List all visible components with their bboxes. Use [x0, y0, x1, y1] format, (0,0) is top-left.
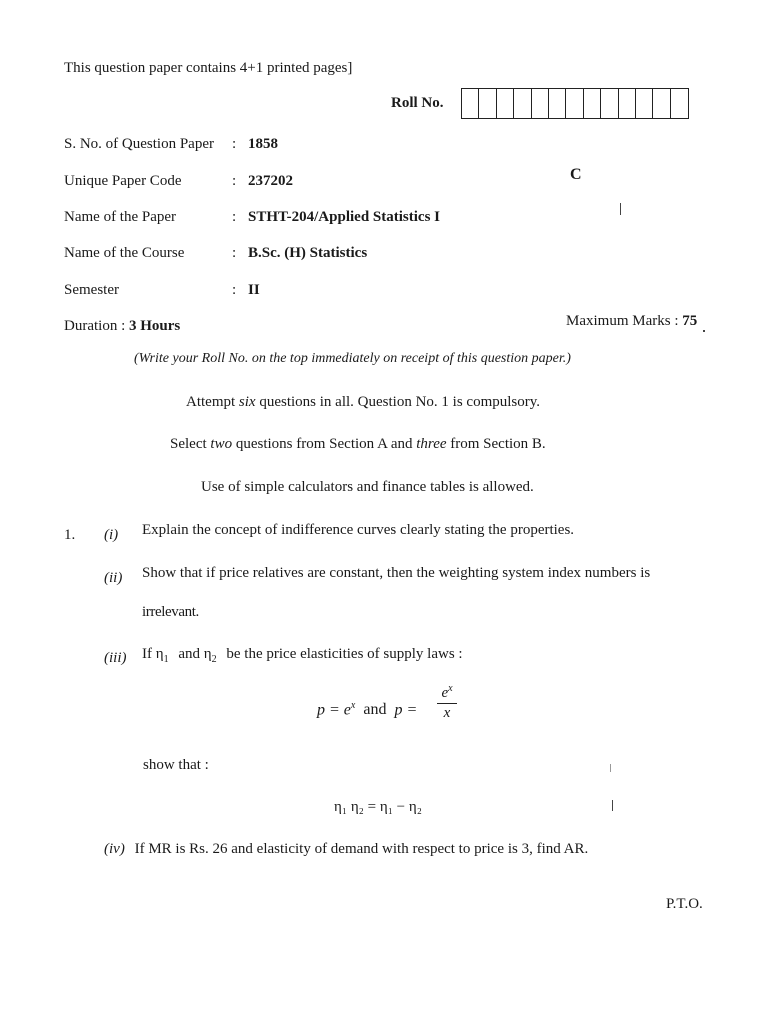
- part-text-fragment: be the price elasticities of supply laws :: [226, 646, 463, 662]
- fraction-numerator-exponent: x: [448, 683, 453, 694]
- formula-exponent: x: [350, 700, 356, 711]
- roll-no-label: Roll No.: [391, 95, 444, 111]
- info-sep: :: [232, 136, 237, 152]
- formula-fraction: [437, 683, 457, 722]
- scan-mark: [610, 764, 611, 772]
- part-label: (ii): [104, 570, 123, 586]
- part-label: (i): [104, 527, 119, 543]
- calculator-instruction: Use of simple calculators and finance tables is allowed.: [201, 479, 534, 495]
- identity: η₁ η₂ = η₁ − η₂: [334, 799, 422, 815]
- info-label-paper-code: Unique Paper Code: [64, 173, 182, 189]
- roll-number-box: [601, 89, 618, 118]
- roll-number-box: [514, 89, 531, 118]
- roll-number-box: [532, 89, 549, 118]
- roll-number-box: [636, 89, 653, 118]
- scan-mark: [612, 800, 613, 811]
- select-text: from Section B.: [450, 436, 546, 452]
- part-text: Explain the concept of indifference curves clearly stating the properties.: [142, 522, 575, 538]
- roll-instruction: (Write your Roll No. on the top immediately on receipt of this question paper.): [134, 351, 571, 366]
- roll-number-box: [653, 89, 670, 118]
- question-number: 1.: [64, 527, 76, 543]
- roll-number-box: [619, 89, 636, 118]
- formula-term: p = e: [317, 701, 351, 719]
- pages-note: This question paper contains 4+1 printed pages]: [64, 60, 353, 76]
- attempt-text: Attempt: [186, 394, 236, 410]
- scan-mark: [703, 330, 705, 332]
- info-sep: :: [232, 209, 237, 225]
- scan-mark: [620, 203, 621, 215]
- info-label-serial: S. No. of Question Paper: [64, 136, 214, 152]
- info-label-paper-name: Name of the Paper: [64, 209, 177, 225]
- duration: [64, 318, 180, 335]
- show-that: show that :: [143, 757, 209, 773]
- roll-number-box: [566, 89, 583, 118]
- part-text-continued: irrelevant.: [142, 604, 199, 620]
- roll-number-box: [549, 89, 566, 118]
- roll-number-box: [671, 89, 688, 118]
- info-value-paper-name: STHT-204/Applied Statistics I: [248, 209, 440, 225]
- select-instruction: [170, 436, 546, 453]
- select-text: Select: [170, 436, 207, 452]
- max-marks: [566, 313, 697, 330]
- roll-number-box: [462, 89, 479, 118]
- info-sep: :: [232, 173, 237, 189]
- info-value-paper-code: 237202: [248, 173, 293, 189]
- formula-term: p =: [394, 701, 418, 719]
- max-marks-value: 75: [682, 313, 698, 329]
- eta-symbol: η: [155, 646, 164, 662]
- select-text: questions from Section A and: [235, 436, 413, 452]
- select-emphasis: two: [210, 436, 233, 452]
- duration-value: 3 Hours: [129, 318, 181, 334]
- attempt-instruction: [186, 394, 540, 411]
- part-label: (iii): [104, 650, 127, 666]
- pto: P.T.O.: [666, 896, 703, 912]
- info-value-course: B.Sc. (H) Statistics: [248, 245, 368, 261]
- subscript: 1: [163, 654, 169, 665]
- part-label: (iv): [104, 841, 125, 857]
- roll-number-boxes: [461, 88, 689, 119]
- duration-label: Duration :: [64, 318, 126, 334]
- info-label-semester: Semester: [64, 282, 119, 298]
- part-text-fragment: If: [142, 646, 152, 662]
- attempt-text: questions in all. Question No. 1 is compulsory.: [259, 394, 541, 410]
- formula: [317, 700, 417, 719]
- fraction-denominator: x: [443, 705, 451, 721]
- eta-symbol: η: [203, 646, 212, 662]
- max-marks-label: Maximum Marks :: [566, 313, 679, 329]
- info-sep: :: [232, 245, 237, 261]
- part-item: [104, 841, 588, 858]
- roll-number-box: [497, 89, 514, 118]
- roll-number-box: [479, 89, 496, 118]
- subscript: 2: [211, 654, 217, 665]
- select-emphasis: three: [416, 436, 447, 452]
- formula-and: and: [363, 701, 387, 719]
- part-text: Show that if price relatives are constant, then the weighting system index numbers is: [142, 565, 651, 581]
- part-text: [142, 646, 463, 665]
- fraction-numerator: e: [441, 685, 449, 701]
- info-label-course: Name of the Course: [64, 245, 185, 261]
- attempt-emphasis: six: [238, 394, 256, 410]
- info-value-serial: 1858: [248, 136, 278, 152]
- info-sep: :: [232, 282, 237, 298]
- info-value-semester: II: [248, 282, 260, 298]
- part-text-fragment: and: [178, 646, 201, 662]
- set-code: C: [570, 166, 582, 183]
- roll-number-box: [584, 89, 601, 118]
- fraction-bar: [437, 703, 457, 704]
- part-text: If MR is Rs. 26 and elasticity of demand with respect to price is 3, find AR.: [134, 841, 589, 857]
